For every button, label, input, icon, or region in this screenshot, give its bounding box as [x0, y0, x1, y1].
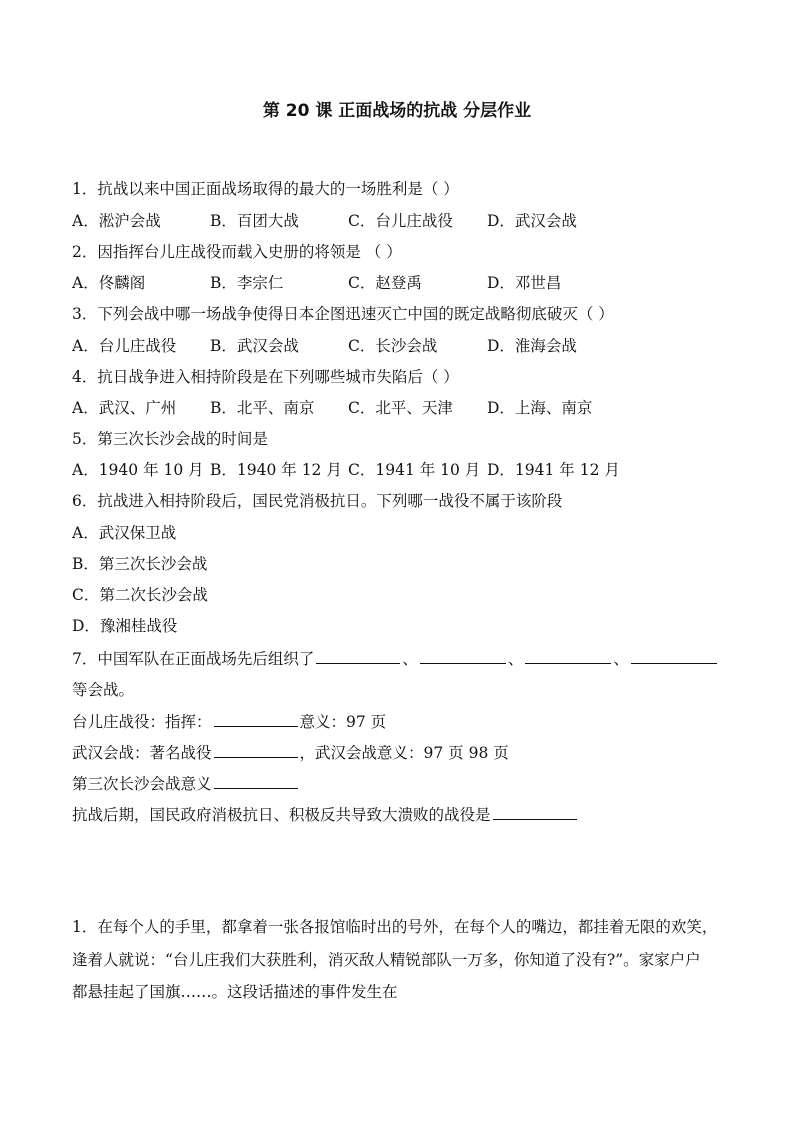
- q7-taierzhuang-tail: 意义：97 页: [299, 713, 387, 731]
- q7-blank-4[interactable]: [631, 648, 717, 664]
- q2-option-a: A．佟麟阁: [72, 274, 146, 292]
- q7-continuation: 等会战。: [72, 681, 135, 699]
- q7-wuhan-line: [72, 742, 509, 763]
- question-3-stem: 3．下列会战中哪一场战争使得日本企图迅速灭亡中国的既定战略彻底破灭（ ）: [72, 305, 614, 323]
- q7-sep-2: 、: [507, 650, 524, 668]
- q1-option-d: D．武汉会战: [487, 212, 577, 230]
- q4-option-b: B．北平、南京: [210, 399, 315, 417]
- q6-option-c: C．第二次长沙会战: [72, 586, 208, 604]
- q4-option-a: A．武汉、广州: [72, 399, 177, 417]
- q7-late-blank[interactable]: [493, 804, 577, 820]
- reading-line-1: 1．在每个人的手里，都拿着一张各报馆临时出的号外，在每个人的嘴边，都挂着无限的欢笑，: [72, 918, 718, 936]
- q7-changsha-label: 第三次长沙会战意义: [72, 775, 212, 793]
- question-4-stem: 4．抗日战争进入相持阶段是在下列哪些城市失陷后（ ）: [72, 368, 459, 386]
- q7-wuhan-tail: ，武汉会战意义：97 页 98 页: [299, 744, 509, 762]
- q7-wuhan-blank[interactable]: [214, 742, 298, 758]
- question-7-stem-line: [72, 648, 719, 669]
- q5-option-c: C．1941 年 10 月: [348, 461, 481, 479]
- q2-option-d: D．邓世昌: [487, 274, 562, 292]
- q7-blank-3[interactable]: [525, 648, 611, 664]
- q2-option-b: B．李宗仁: [210, 274, 284, 292]
- page-title: 第 20 课 正面战场的抗战 分层作业: [262, 101, 532, 121]
- q7-sep-3: 、: [613, 650, 629, 668]
- reading-line-2: 逢着人就说：“台儿庄我们大获胜利，消灭敌人精锐部队一万多，你知道了没有?”。家家户户: [72, 951, 701, 969]
- q7-wuhan-label: 武汉会战：著名战役: [72, 744, 212, 762]
- question-2-stem: 2．因指挥台儿庄战役而载入史册的将领是 （ ）: [72, 243, 402, 261]
- q3-option-b: B．武汉会战: [210, 337, 299, 355]
- q7-blank-2[interactable]: [420, 648, 506, 664]
- q6-option-d: D．豫湘桂战役: [72, 617, 178, 635]
- q4-option-c: C．北平、天津: [348, 399, 453, 417]
- q7-sep-1: 、: [402, 650, 418, 668]
- q7-taierzhuang-label: 台儿庄战役：指挥：: [72, 713, 212, 731]
- q7-taierzhuang-line: [72, 711, 386, 732]
- q7-late-label: 抗战后期，国民政府消极抗日、积极反共导致大溃败的战役是: [72, 806, 491, 824]
- q2-option-c: C．赵登禹: [348, 274, 422, 292]
- q3-option-a: A．台儿庄战役: [72, 337, 177, 355]
- q5-option-a: A．1940 年 10 月: [72, 461, 204, 479]
- q3-option-d: D．淮海会战: [487, 337, 577, 355]
- q1-option-a: A．淞沪会战: [72, 212, 161, 230]
- q5-option-d: D．1941 年 12 月: [487, 461, 620, 479]
- q5-option-b: B．1940 年 12 月: [210, 461, 342, 479]
- q7-changsha-line: [72, 773, 300, 794]
- question-6-stem: 6．抗战进入相持阶段后，国民党消极抗日。下列哪一战役不属于该阶段: [72, 492, 563, 510]
- q7-late-line: [72, 804, 579, 825]
- q4-option-d: D．上海、南京: [487, 399, 593, 417]
- q7-stem: 7．中国军队在正面战场先后组织了: [72, 650, 315, 668]
- q7-taierzhuang-blank[interactable]: [214, 711, 298, 727]
- question-5-stem: 5．第三次长沙会战的时间是: [72, 430, 268, 448]
- q6-option-b: B．第三次长沙会战: [72, 555, 208, 573]
- q6-option-a: A．武汉保卫战: [72, 524, 177, 542]
- q1-option-c: C．台儿庄战役: [348, 212, 453, 230]
- q3-option-c: C．长沙会战: [348, 337, 438, 355]
- q7-blank-1[interactable]: [316, 648, 400, 664]
- q1-option-b: B．百团大战: [210, 212, 299, 230]
- q7-changsha-blank[interactable]: [214, 773, 298, 789]
- question-1-stem: 1．抗战以来中国正面战场取得的最大的一场胜利是（ ）: [72, 180, 459, 198]
- reading-line-3: 都悬挂起了国旗……。这段话描述的事件发生在: [72, 983, 398, 1001]
